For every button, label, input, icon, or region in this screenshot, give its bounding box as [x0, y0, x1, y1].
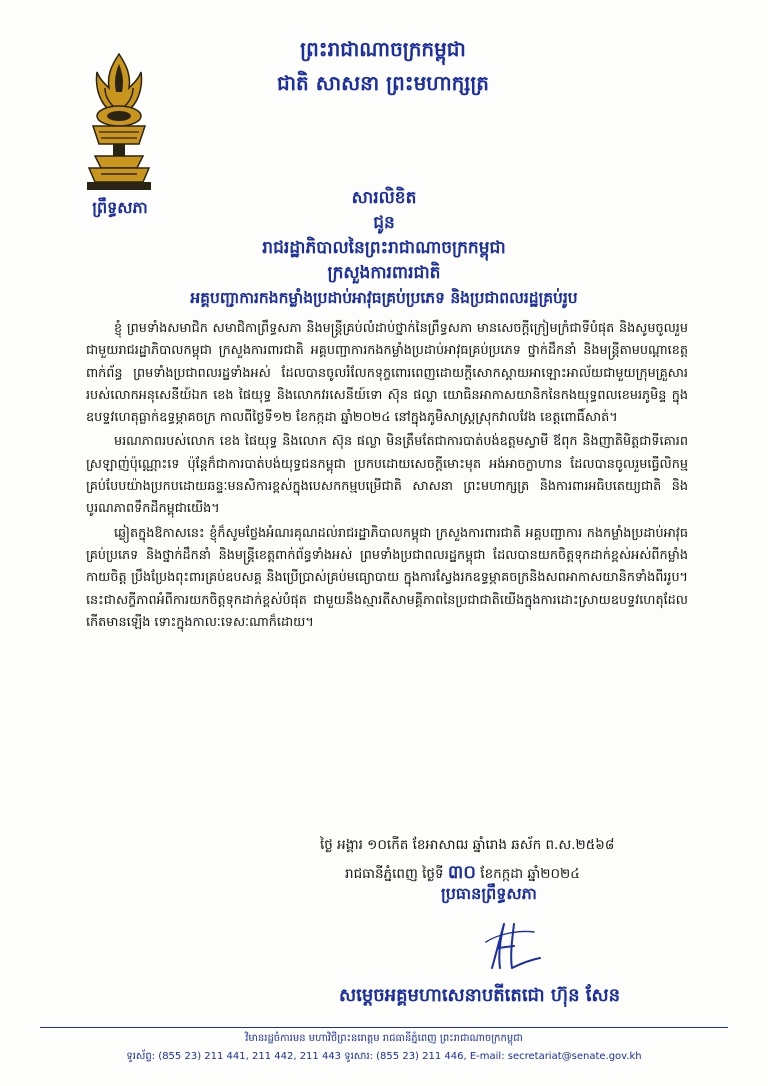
letter-body [86, 318, 688, 636]
letter-title: សារលិខិត [351, 188, 417, 208]
national-motto: ជាតិ សាសនា ព្រះមហាក្សត្រ [277, 71, 489, 95]
signer-position: ប្រធានព្រឹទ្ធសភា [441, 884, 537, 903]
place-prefix: រាជធានីភ្នំពេញ ថ្ងៃទី [345, 866, 444, 882]
recipient-command: អគ្គបញ្ជាការកងកម្លាំងប្រដាប់អាវុធគ្រប់ប្រភេទ និងប្រជាពលរដ្ឋគ្រប់រូប [190, 289, 578, 307]
date-day: ៣០ [447, 862, 476, 883]
kingdom-heading: ព្រះរាជាណាចក្រកម្ពុជា [300, 37, 466, 61]
body-paragraph-2: មរណភាពរបស់លោក ខេង ផៃយុទ្ធ និងលោក ស៊ុន ផល្លា មិនត្រឹមតែជាការបាត់បង់ឧត្តមស្វាមី ឪពុក និងញាតិមិត្តជាទីគោរពស្រឡាញ់ប៉ុណ្ណោះទេ ប៉ុន្តែក៏ជាការបាត់បង់យុទ្ធជនកម្ពុជា ប្រកបដោយសេចក្តីមោះមុត អង់អាចក្លាហាន ដែលបានចូលរួមធ្វើលិកម្មគ្រប់បែបយ៉ាងប្រកបដោយឆន្ទៈមនសិការខ្ពស់ក្នុងបេសកកម្មបម្រើជាតិ សាសនា ព្រះមហាក្សត្រ និងការពារអធិបតេយ្យជាតិ និងបូរណភាពទឹកដីកម្ពុជាយើង។ [86, 434, 688, 517]
lunar-date: ថ្ងៃ អង្គារ ១០កើត ខែអាសាឍ ឆ្នាំរោង ឆស័ក ព.ស.២៥៦៨ [320, 837, 615, 853]
senate-label: ព្រឹទ្ធសភា [92, 198, 148, 217]
body-paragraph-1: ខ្ញុំ ព្រមទាំងសមាជិក សមាជិកាព្រឹទ្ធសភា និងមន្ត្រីគ្រប់លំដាប់ថ្នាក់នៃព្រឹទ្ធសភា មានសេចក្តីក្រៀមក្រំជាទីបំផុត និងសូមចូលរួមជាមួយរាជរដ្ឋាភិបាលកម្ពុជា ក្រសួងការពារជាតិ អគ្គបញ្ជាការកងកម្លាំងប្រដាប់អាវុធគ្រប់ប្រភេទ ថ្នាក់ដឹកនាំ និងមន្ត្រីតាមបណ្តាខេត្តពាក់ព័ន្ធ ព្រមទាំងប្រជាពលរដ្ឋទាំងអស់ ដែលបានចូលរំលែកទុក្ខពោរពេញដោយក្តីសោកស្តាយអាឡោះអាល័យជាមួយក្រុមគ្រួសាររបស់លោកអនុសេនីយ៍ឯក ខេង ផៃយុទ្ធ និងលោកវរសេនីយ៍ទោ ស៊ុន ផល្លា យោធិនអាកាសយានិកនៃកងយុទ្ធពលខេមរភូមិន្ទ ក្នុងឧបទ្ទវហេតុធ្លាក់ឧទ្ធម្ភាគចក្រ កាលពីថ្ងៃទី១២ ខែកក្កដា ឆ្នាំ២០២៤ នៅក្នុងភូមិសាស្រ្តស្រុកវាលវែង ខេត្តពោធិ៍សាត់។ [86, 321, 688, 426]
body-paragraph-3: ឆ្លៀតក្នុងឱកាសនេះ ខ្ញុំក៏សូមថ្លែងអំណរគុណដល់រាជរដ្ឋាភិបាលកម្ពុជា ក្រសួងការពារជាតិ អគ្គបញ្ជាការ កងកម្លាំងប្រដាប់អាវុធគ្រប់ប្រភេទ និងថ្នាក់ដឹកនាំ និងមន្ត្រីខេត្តពាក់ព័ន្ធទាំងអស់ ព្រមទាំងប្រជាពលរដ្ឋកម្ពុជា ដែលបានយកចិត្តទុកដាក់ខ្ពស់អស់ពីកម្លាំងកាយចិត្ត ប្រឹងប្រែងពុះពារគ្រប់ឧបសគ្គ និងប្រើប្រាស់គ្រប់មធ្យោបាយ ក្នុងការស្វែងរកឧទ្ធម្ភាគចក្រនិងសពអាកាសយានិកទាំងពីររូប។ នេះជាសក្ខីភាពអំពីការយកចិត្តទុកដាក់ខ្ពស់បំផុត ជាមួយនឹងស្មារតីសាមគ្គីភាពនៃប្រជាជាតិយើងក្នុងការដោះស្រាយឧបទ្ទវហេតុដែលកើតមានឡើង ទោះក្នុងកាលៈទេសៈណាក៏ដោយ។ [86, 525, 688, 630]
footer-divider [40, 1027, 728, 1028]
senate-emblem [85, 52, 153, 192]
month-year: ខែកក្កដា ឆ្នាំ២០២៤ [480, 866, 580, 882]
recipient-ministry: ក្រសួងការពារជាតិ [327, 263, 441, 283]
footer-address: វិមានរដ្ឋចំការមន មហាវិថីព្រះនរោត្តម រាជធានីភ្នំពេញ ព្រះរាជាណាចក្រកម្ពុជា [245, 1033, 523, 1044]
handwritten-signature [478, 918, 542, 978]
signer-name: សម្តេចអគ្គមហាសេនាបតីតេជោ ហ៊ុន សែន [339, 985, 621, 1006]
footer-contact: ទូរស័ព្ទ: (855 23) 211 441, 211 442, 211 443 ទូរសារ: (855 23) 211 446, E-mail: secretariat@senate.gov.kh [126, 1051, 642, 1062]
title-to: ជូន [373, 213, 395, 233]
recipient-government: រាជរដ្ឋាភិបាលនៃព្រះរាជាណាចក្រកម្ពុជា [262, 238, 506, 258]
